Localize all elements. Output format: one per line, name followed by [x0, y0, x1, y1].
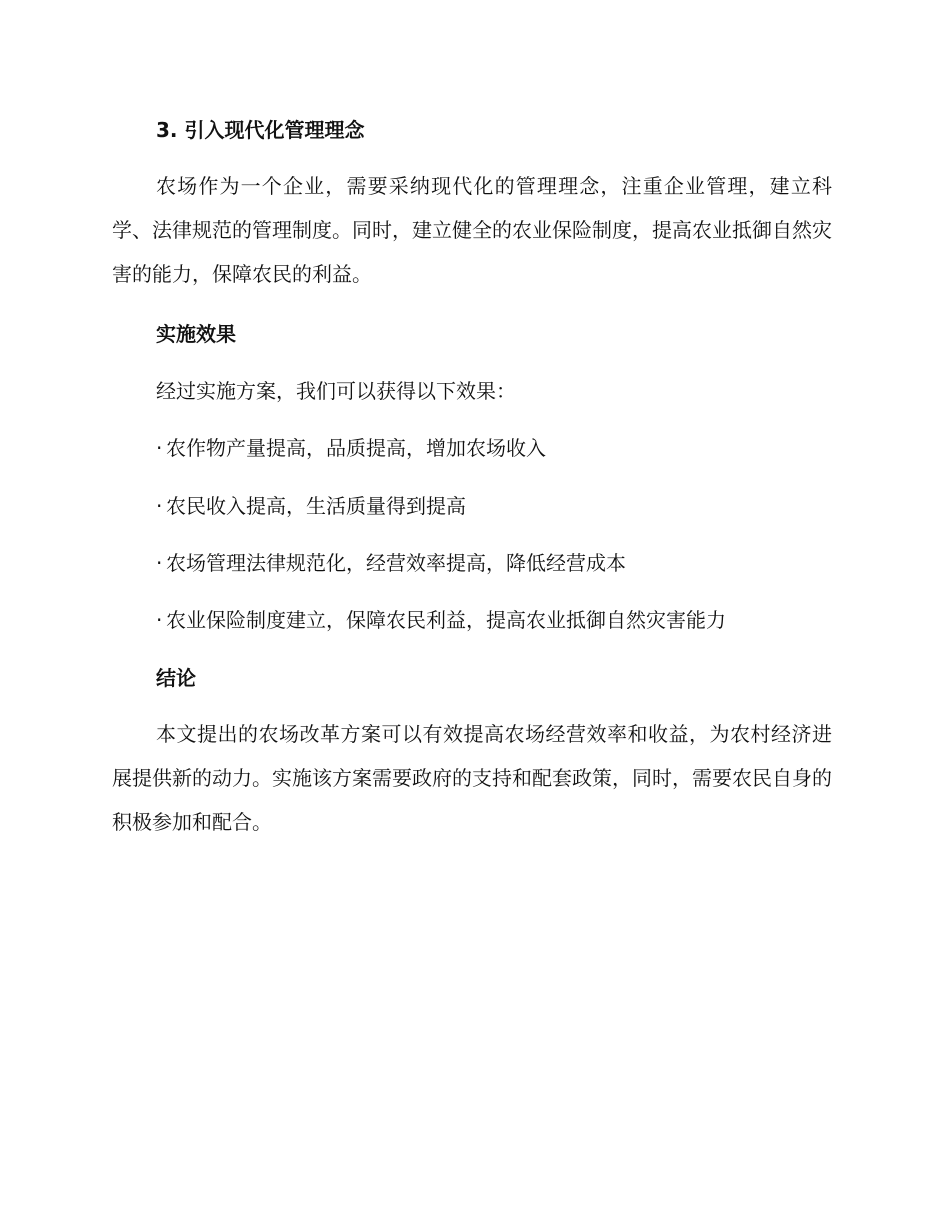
bullet-icon: ·: [156, 551, 163, 575]
section-heading-conclusion: 结论: [156, 666, 196, 690]
bullet-icon: ·: [156, 608, 163, 632]
effects-list-item-text: 农场管理法律规范化，经营效率提高，降低经营成本: [166, 551, 626, 575]
section-paragraph-conclusion: 本文提出的农场改革方案可以有效提高农场经营效率和收益，为农村经济进展提供新的动力。实施该方案需要政府的支持和配套政策，同时，需要农民自身的积极参加和配合。: [112, 722, 832, 834]
bullet-icon: ·: [156, 494, 163, 518]
effects-list-item-text: 农民收入提高，生活质量得到提高: [166, 494, 466, 518]
effects-list-item-text: 农作物产量提高，品质提高，增加农场收入: [166, 436, 546, 460]
effects-list-item-text: 农业保险制度建立，保障农民利益，提高农业抵御自然灾害能力: [166, 608, 726, 632]
section-paragraph-modern-management: 农场作为一个企业，需要采纳现代化的管理理念，注重企业管理，建立科学、法律规范的管理制度。同时，建立健全的农业保险制度，提高农业抵御自然灾害的能力，保障农民的利益。: [112, 174, 832, 286]
effects-list-item: [156, 549, 626, 577]
effects-list-item: [156, 434, 546, 462]
section-heading-modern-management: 3. 引入现代化管理理念: [156, 118, 365, 142]
effects-intro: 经过实施方案，我们可以获得以下效果：: [156, 379, 516, 403]
effects-list-item: [156, 492, 466, 520]
section-heading-effects: 实施效果: [156, 322, 236, 346]
bullet-icon: ·: [156, 436, 163, 460]
effects-list-item: [156, 606, 726, 634]
